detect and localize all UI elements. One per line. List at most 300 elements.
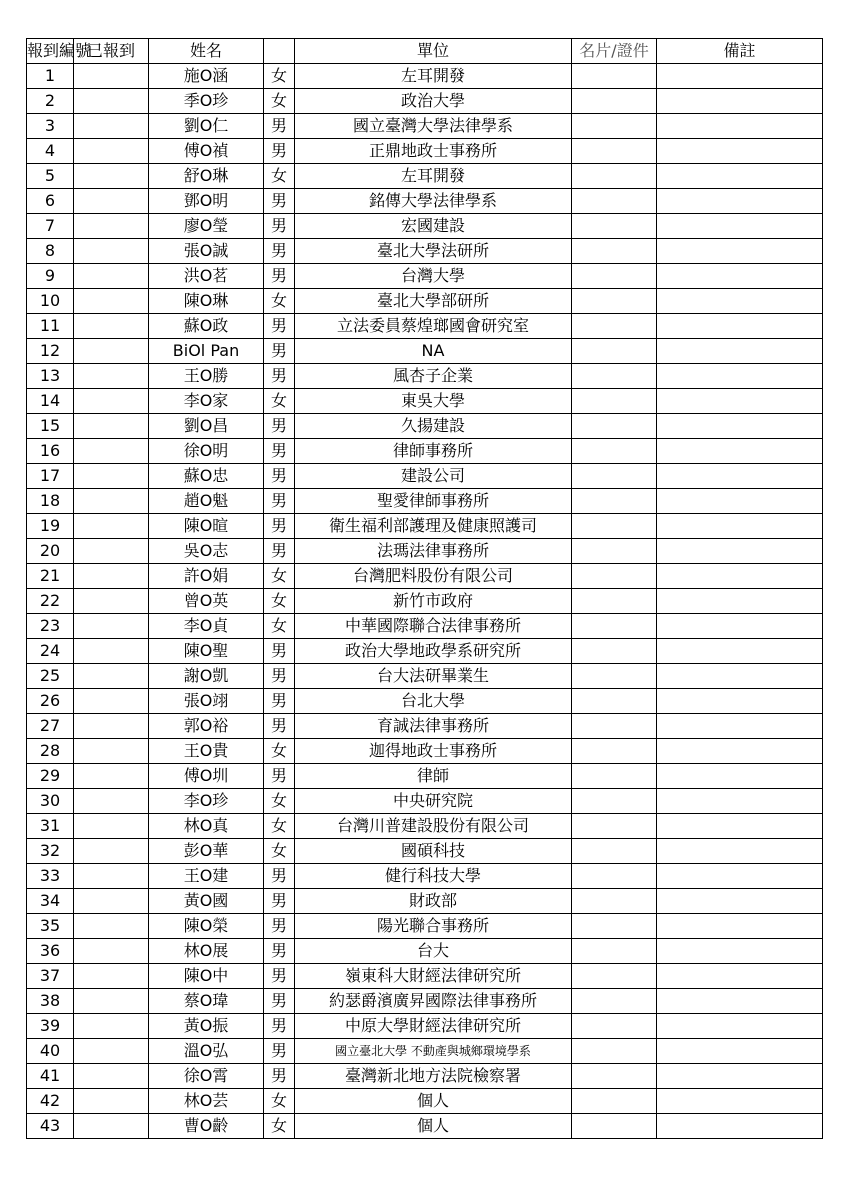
card-cell [572, 914, 657, 939]
attendee-gender: 男 [264, 114, 295, 139]
attendee-unit: 國立臺北大學 不動產與城鄉環境學系 [295, 1039, 572, 1064]
table-row [27, 1064, 823, 1089]
row-number: 38 [27, 989, 74, 1014]
card-cell [572, 139, 657, 164]
attendee-name: 張O誠 [149, 239, 264, 264]
checked-in-cell [74, 464, 149, 489]
row-number: 28 [27, 739, 74, 764]
card-cell [572, 1114, 657, 1139]
attendee-unit: 新竹市政府 [295, 589, 572, 614]
checked-in-cell [74, 389, 149, 414]
attendee-gender: 女 [264, 89, 295, 114]
checked-in-cell [74, 114, 149, 139]
table-row [27, 164, 823, 189]
table-row [27, 814, 823, 839]
attendee-unit: 臺北大學法研所 [295, 239, 572, 264]
card-cell [572, 114, 657, 139]
card-cell [572, 1089, 657, 1114]
checked-in-cell [74, 164, 149, 189]
attendee-gender: 女 [264, 839, 295, 864]
attendee-name: 施O涵 [149, 64, 264, 89]
attendee-name: 徐O霄 [149, 1064, 264, 1089]
attendee-name: 李O家 [149, 389, 264, 414]
attendee-gender: 男 [264, 539, 295, 564]
row-number: 43 [27, 1114, 74, 1139]
attendee-gender: 男 [264, 714, 295, 739]
card-cell [572, 864, 657, 889]
attendee-gender: 男 [264, 339, 295, 364]
checked-in-cell [74, 339, 149, 364]
checked-in-cell [74, 539, 149, 564]
attendee-gender: 男 [264, 939, 295, 964]
checked-in-cell [74, 989, 149, 1014]
table-row [27, 1114, 823, 1139]
note-cell [657, 1064, 823, 1089]
attendee-gender: 女 [264, 589, 295, 614]
card-cell [572, 289, 657, 314]
row-number: 37 [27, 964, 74, 989]
attendee-gender: 男 [264, 239, 295, 264]
table-row [27, 464, 823, 489]
attendee-unit: 約瑟爵濱廣昇國際法律事務所 [295, 989, 572, 1014]
header-unit: 單位 [295, 39, 572, 64]
note-cell [657, 939, 823, 964]
row-number: 5 [27, 164, 74, 189]
checked-in-cell [74, 814, 149, 839]
note-cell [657, 739, 823, 764]
attendee-gender: 女 [264, 739, 295, 764]
card-cell [572, 939, 657, 964]
card-cell [572, 64, 657, 89]
attendee-gender: 男 [264, 639, 295, 664]
table-row [27, 489, 823, 514]
attendee-name: 曾O英 [149, 589, 264, 614]
card-cell [572, 414, 657, 439]
card-cell [572, 564, 657, 589]
attendee-unit: 個人 [295, 1089, 572, 1114]
table-row [27, 614, 823, 639]
checked-in-cell [74, 289, 149, 314]
attendee-name: 廖O瑩 [149, 214, 264, 239]
note-cell [657, 339, 823, 364]
card-cell [572, 164, 657, 189]
attendee-unit: 陽光聯合事務所 [295, 914, 572, 939]
table-row [27, 739, 823, 764]
row-number: 16 [27, 439, 74, 464]
table-row [27, 914, 823, 939]
card-cell [572, 839, 657, 864]
note-cell [657, 914, 823, 939]
table-row [27, 64, 823, 89]
attendee-unit: 法瑪法律事務所 [295, 539, 572, 564]
attendee-name: 溫O弘 [149, 1039, 264, 1064]
attendee-name: 季O珍 [149, 89, 264, 114]
header-gender [264, 39, 295, 64]
row-number: 41 [27, 1064, 74, 1089]
attendee-unit: 臺灣新北地方法院檢察署 [295, 1064, 572, 1089]
attendee-gender: 女 [264, 614, 295, 639]
card-cell [572, 214, 657, 239]
attendee-name: 舒O琳 [149, 164, 264, 189]
attendee-name: 徐O明 [149, 439, 264, 464]
table-row [27, 364, 823, 389]
card-cell [572, 889, 657, 914]
attendee-name: 黃O國 [149, 889, 264, 914]
attendee-name: 彭O華 [149, 839, 264, 864]
table-row [27, 889, 823, 914]
card-cell [572, 689, 657, 714]
checked-in-cell [74, 714, 149, 739]
note-cell [657, 614, 823, 639]
checked-in-cell [74, 739, 149, 764]
card-cell [572, 714, 657, 739]
card-cell [572, 1039, 657, 1064]
note-cell [657, 439, 823, 464]
card-cell [572, 439, 657, 464]
card-cell [572, 1014, 657, 1039]
checked-in-cell [74, 239, 149, 264]
attendee-name: 黃O振 [149, 1014, 264, 1039]
table-row [27, 414, 823, 439]
row-number: 27 [27, 714, 74, 739]
row-number: 6 [27, 189, 74, 214]
attendee-unit: 台灣川普建設股份有限公司 [295, 814, 572, 839]
attendee-gender: 女 [264, 814, 295, 839]
row-number: 21 [27, 564, 74, 589]
attendee-name: 曹O齡 [149, 1114, 264, 1139]
attendee-name: 鄧O明 [149, 189, 264, 214]
note-cell [657, 889, 823, 914]
note-cell [657, 64, 823, 89]
attendee-unit: 聖愛律師事務所 [295, 489, 572, 514]
attendee-unit: 台大法研畢業生 [295, 664, 572, 689]
card-cell [572, 539, 657, 564]
row-number: 24 [27, 639, 74, 664]
attendee-unit: 政治大學地政學系研究所 [295, 639, 572, 664]
table-row [27, 589, 823, 614]
row-number: 17 [27, 464, 74, 489]
note-cell [657, 214, 823, 239]
table-row [27, 664, 823, 689]
card-cell [572, 789, 657, 814]
attendee-name: 林O芸 [149, 1089, 264, 1114]
note-cell [657, 364, 823, 389]
row-number: 9 [27, 264, 74, 289]
row-number: 42 [27, 1089, 74, 1114]
attendee-gender: 男 [264, 989, 295, 1014]
checked-in-cell [74, 1114, 149, 1139]
table-row [27, 864, 823, 889]
attendee-gender: 男 [264, 764, 295, 789]
attendee-unit: 左耳開發 [295, 164, 572, 189]
attendee-gender: 女 [264, 164, 295, 189]
note-cell [657, 389, 823, 414]
note-cell [657, 189, 823, 214]
row-number: 26 [27, 689, 74, 714]
attendee-unit: 風杏子企業 [295, 364, 572, 389]
header-number: 報到編號 [27, 39, 74, 64]
table-row [27, 989, 823, 1014]
note-cell [657, 264, 823, 289]
table-row [27, 339, 823, 364]
table-row [27, 389, 823, 414]
row-number: 8 [27, 239, 74, 264]
attendee-name: 蘇O政 [149, 314, 264, 339]
attendee-name: 趙O魁 [149, 489, 264, 514]
checked-in-cell [74, 689, 149, 714]
checked-in-cell [74, 89, 149, 114]
attendee-unit: 健行科技大學 [295, 864, 572, 889]
table-row [27, 139, 823, 164]
row-number: 34 [27, 889, 74, 914]
note-cell [657, 464, 823, 489]
attendee-gender: 女 [264, 389, 295, 414]
header-checked-in: 已報到 [74, 39, 149, 64]
attendee-unit: 中原大學財經法律研究所 [295, 1014, 572, 1039]
attendee-gender: 女 [264, 564, 295, 589]
attendee-unit: 律師事務所 [295, 439, 572, 464]
note-cell [657, 714, 823, 739]
row-number: 20 [27, 539, 74, 564]
attendee-unit: 律師 [295, 764, 572, 789]
row-number: 7 [27, 214, 74, 239]
checked-in-cell [74, 939, 149, 964]
attendee-gender: 男 [264, 664, 295, 689]
attendee-unit: 中央研究院 [295, 789, 572, 814]
row-number: 23 [27, 614, 74, 639]
checked-in-cell [74, 189, 149, 214]
header-note: 備註 [657, 39, 823, 64]
attendee-name: 陳O中 [149, 964, 264, 989]
note-cell [657, 89, 823, 114]
row-number: 40 [27, 1039, 74, 1064]
table-row [27, 189, 823, 214]
attendee-unit: 國立臺灣大學法律學系 [295, 114, 572, 139]
card-cell [572, 614, 657, 639]
attendee-unit: 中華國際聯合法律事務所 [295, 614, 572, 639]
attendee-name: 李O珍 [149, 789, 264, 814]
checked-in-cell [74, 614, 149, 639]
note-cell [657, 139, 823, 164]
attendee-unit: 嶺東科大財經法律研究所 [295, 964, 572, 989]
card-cell [572, 764, 657, 789]
attendee-name: 王O勝 [149, 364, 264, 389]
attendee-gender: 男 [264, 414, 295, 439]
table-row [27, 1014, 823, 1039]
checked-in-cell [74, 914, 149, 939]
attendee-name: 陳O琳 [149, 289, 264, 314]
note-cell [657, 689, 823, 714]
card-cell [572, 314, 657, 339]
table-row [27, 1089, 823, 1114]
checked-in-cell [74, 1014, 149, 1039]
card-cell [572, 189, 657, 214]
checked-in-cell [74, 764, 149, 789]
note-cell [657, 814, 823, 839]
table-row [27, 264, 823, 289]
card-cell [572, 514, 657, 539]
note-cell [657, 1014, 823, 1039]
table-row [27, 439, 823, 464]
registration-table [26, 38, 823, 1139]
note-cell [657, 539, 823, 564]
checked-in-cell [74, 789, 149, 814]
row-number: 30 [27, 789, 74, 814]
attendee-unit: 個人 [295, 1114, 572, 1139]
note-cell [657, 414, 823, 439]
note-cell [657, 664, 823, 689]
attendee-unit: 左耳開發 [295, 64, 572, 89]
table-row [27, 114, 823, 139]
card-cell [572, 739, 657, 764]
card-cell [572, 89, 657, 114]
row-number: 11 [27, 314, 74, 339]
attendee-name: 謝O凱 [149, 664, 264, 689]
checked-in-cell [74, 214, 149, 239]
attendee-gender: 女 [264, 1089, 295, 1114]
attendee-name: BiOl Pan [149, 339, 264, 364]
card-cell [572, 489, 657, 514]
note-cell [657, 1089, 823, 1114]
card-cell [572, 464, 657, 489]
card-cell [572, 339, 657, 364]
checked-in-cell [74, 889, 149, 914]
attendee-unit: 建設公司 [295, 464, 572, 489]
attendee-name: 許O娟 [149, 564, 264, 589]
attendee-gender: 男 [264, 264, 295, 289]
card-cell [572, 639, 657, 664]
row-number: 22 [27, 589, 74, 614]
row-number: 36 [27, 939, 74, 964]
attendee-unit: 台灣肥料股份有限公司 [295, 564, 572, 589]
note-cell [657, 239, 823, 264]
card-cell [572, 814, 657, 839]
attendee-unit: 正鼎地政士事務所 [295, 139, 572, 164]
row-number: 29 [27, 764, 74, 789]
attendee-unit: 衛生福利部護理及健康照護司 [295, 514, 572, 539]
attendee-gender: 女 [264, 64, 295, 89]
checked-in-cell [74, 414, 149, 439]
attendee-unit: 政治大學 [295, 89, 572, 114]
attendee-gender: 男 [264, 464, 295, 489]
card-cell [572, 364, 657, 389]
note-cell [657, 1114, 823, 1139]
row-number: 39 [27, 1014, 74, 1039]
attendee-name: 傅O禎 [149, 139, 264, 164]
note-cell [657, 489, 823, 514]
attendee-unit: 立法委員蔡煌瑯國會研究室 [295, 314, 572, 339]
row-number: 33 [27, 864, 74, 889]
attendee-unit: 臺北大學部研所 [295, 289, 572, 314]
row-number: 10 [27, 289, 74, 314]
attendee-name: 李O貞 [149, 614, 264, 639]
checked-in-cell [74, 64, 149, 89]
table-row [27, 839, 823, 864]
attendee-unit: 東吳大學 [295, 389, 572, 414]
table-row [27, 564, 823, 589]
card-cell [572, 664, 657, 689]
checked-in-cell [74, 314, 149, 339]
table-row [27, 314, 823, 339]
attendee-gender: 男 [264, 139, 295, 164]
note-cell [657, 789, 823, 814]
attendee-unit: 育誠法律事務所 [295, 714, 572, 739]
header-card: 名片/證件 [572, 39, 657, 64]
row-number: 12 [27, 339, 74, 364]
table-row [27, 714, 823, 739]
table-row [27, 964, 823, 989]
attendee-unit: NA [295, 339, 572, 364]
card-cell [572, 964, 657, 989]
attendee-unit: 迦得地政士事務所 [295, 739, 572, 764]
row-number: 19 [27, 514, 74, 539]
row-number: 18 [27, 489, 74, 514]
row-number: 1 [27, 64, 74, 89]
attendee-unit: 台北大學 [295, 689, 572, 714]
attendee-name: 劉O昌 [149, 414, 264, 439]
note-cell [657, 589, 823, 614]
note-cell [657, 164, 823, 189]
attendee-gender: 男 [264, 689, 295, 714]
row-number: 15 [27, 414, 74, 439]
checked-in-cell [74, 1039, 149, 1064]
table-row [27, 289, 823, 314]
table-row [27, 514, 823, 539]
note-cell [657, 839, 823, 864]
table-row [27, 239, 823, 264]
checked-in-cell [74, 489, 149, 514]
attendee-gender: 男 [264, 314, 295, 339]
attendee-name: 王O建 [149, 864, 264, 889]
note-cell [657, 564, 823, 589]
note-cell [657, 989, 823, 1014]
card-cell [572, 389, 657, 414]
attendee-gender: 男 [264, 889, 295, 914]
attendee-name: 張O翊 [149, 689, 264, 714]
attendee-unit: 台灣大學 [295, 264, 572, 289]
attendee-gender: 男 [264, 1064, 295, 1089]
checked-in-cell [74, 514, 149, 539]
row-number: 13 [27, 364, 74, 389]
row-number: 2 [27, 89, 74, 114]
card-cell [572, 989, 657, 1014]
note-cell [657, 314, 823, 339]
checked-in-cell [74, 439, 149, 464]
attendee-gender: 女 [264, 1114, 295, 1139]
checked-in-cell [74, 264, 149, 289]
checked-in-cell [74, 564, 149, 589]
checked-in-cell [74, 664, 149, 689]
attendee-gender: 男 [264, 489, 295, 514]
row-number: 3 [27, 114, 74, 139]
checked-in-cell [74, 139, 149, 164]
card-cell [572, 1064, 657, 1089]
attendee-name: 蔡O瑋 [149, 989, 264, 1014]
attendee-gender: 男 [264, 514, 295, 539]
table-row [27, 214, 823, 239]
row-number: 25 [27, 664, 74, 689]
table-row [27, 639, 823, 664]
attendee-name: 郭O裕 [149, 714, 264, 739]
row-number: 35 [27, 914, 74, 939]
checked-in-cell [74, 1064, 149, 1089]
note-cell [657, 864, 823, 889]
note-cell [657, 639, 823, 664]
table-row [27, 689, 823, 714]
attendee-gender: 男 [264, 439, 295, 464]
header-row [27, 39, 823, 64]
table-row [27, 539, 823, 564]
